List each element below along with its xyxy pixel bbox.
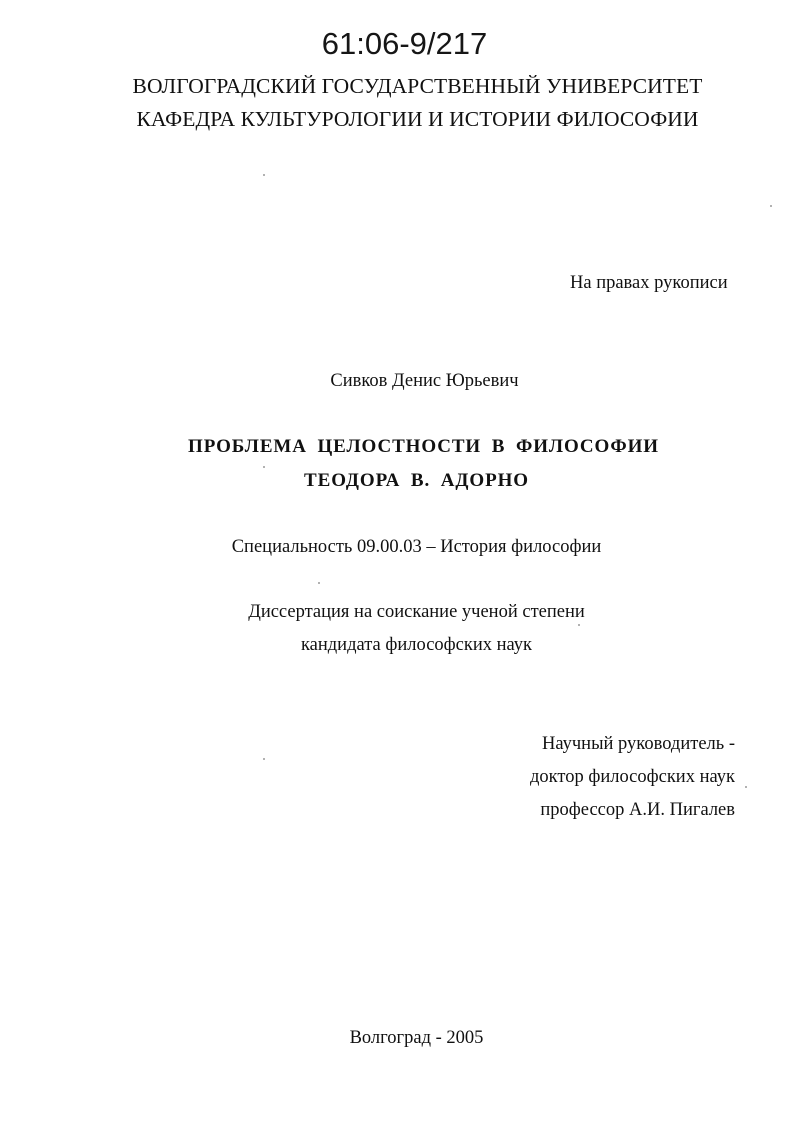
supervisor-line-1: Научный руководитель -: [542, 734, 735, 754]
thesis-title-line-1: ПРОБЛЕМА ЦЕЛОСТНОСТИ В ФИЛОСОФИИ: [188, 436, 659, 457]
degree-line-1: Диссертация на соискание ученой степени: [248, 602, 585, 622]
scan-speck: [263, 174, 265, 176]
department-name: КАФЕДРА КУЛЬТУРОЛОГИИ И ИСТОРИИ ФИЛОСОФИИ: [136, 107, 699, 131]
scan-speck: [263, 758, 265, 760]
institution-name: ВОЛГОГРАДСКИЙ ГОСУДАРСТВЕННЫЙ УНИВЕРСИТЕТ: [132, 74, 703, 98]
scan-speck: [745, 786, 747, 788]
supervisor-line-3: профессор А.И. Пигалев: [540, 800, 735, 820]
catalog-code: 61:06-9/217: [321, 26, 488, 61]
thesis-title-line-2: ТЕОДОРА В. АДОРНО: [304, 470, 529, 491]
rights-note: На правах рукописи: [570, 273, 728, 293]
scan-speck: [578, 624, 580, 626]
scan-speck: [770, 205, 772, 207]
scan-speck: [263, 466, 265, 468]
degree-line-2: кандидата философских наук: [300, 635, 533, 655]
scan-speck: [318, 582, 320, 584]
place-and-year: Волгоград - 2005: [349, 1028, 484, 1048]
specialty: Специальность 09.00.03 – История философии: [231, 537, 602, 557]
author-name: Сивков Денис Юрьевич: [330, 371, 519, 391]
supervisor-line-2: доктор философских наук: [529, 767, 735, 787]
